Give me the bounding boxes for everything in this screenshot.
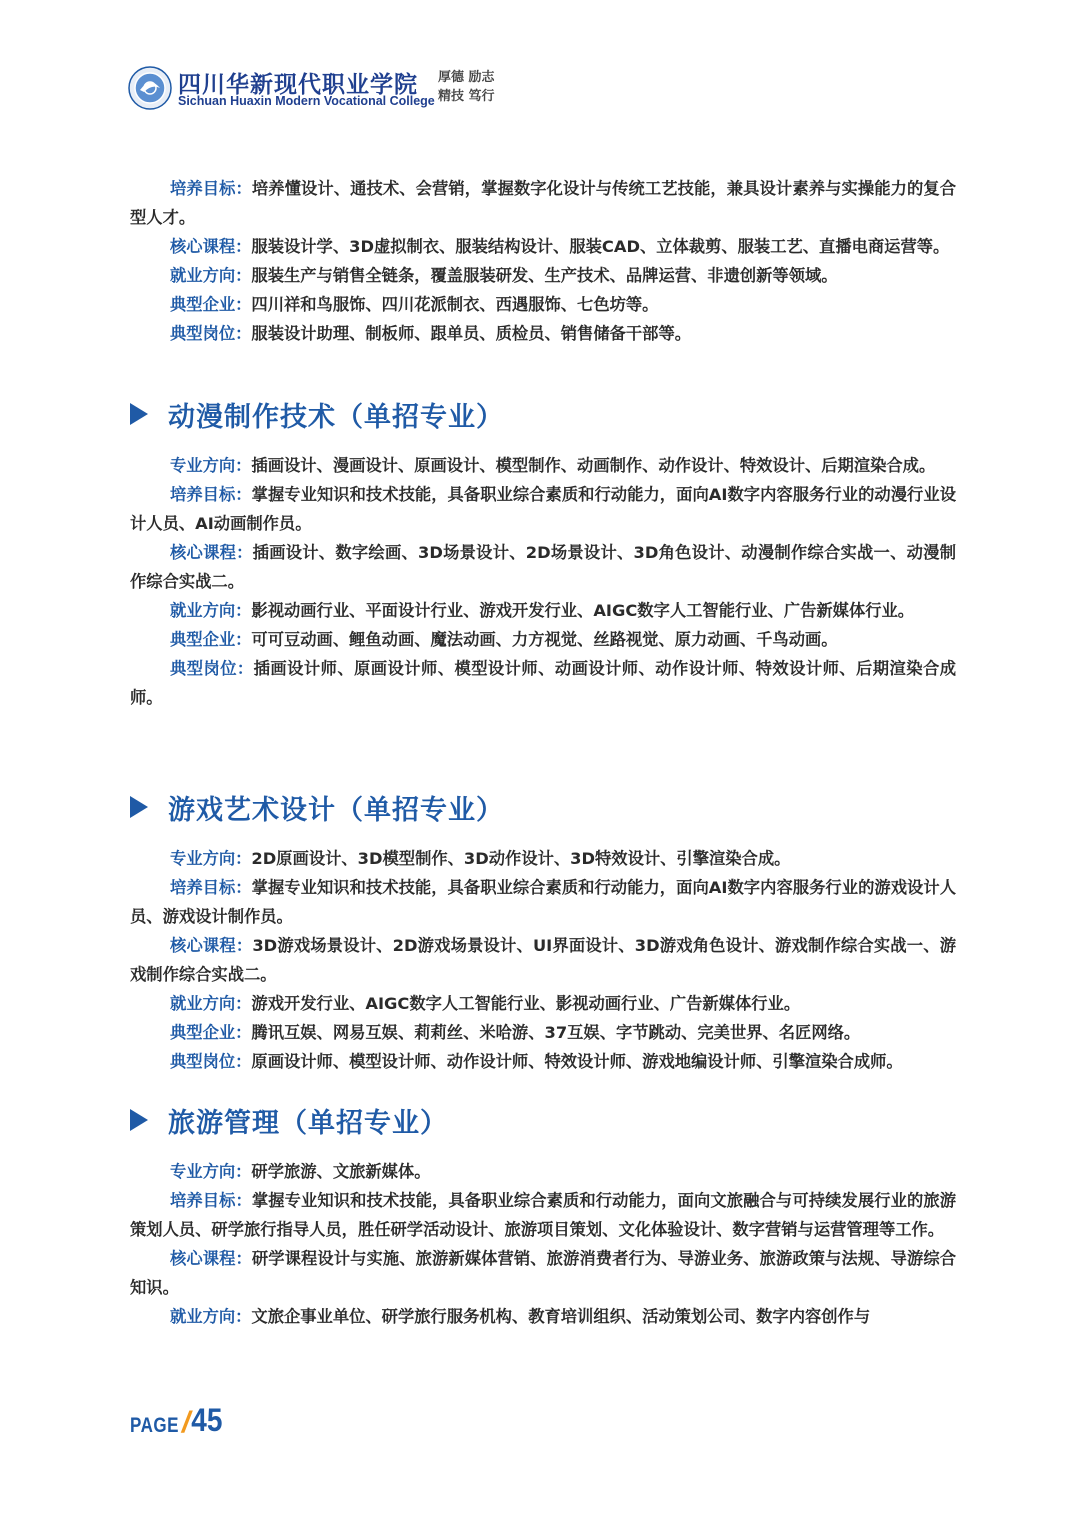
info-text: 培养懂设计、通技术、会营销，掌握数字化设计与传统工艺技能，兼具设计素养与实操能力的复合型人才。: [130, 179, 956, 227]
info-label: 就业方向：: [170, 1307, 252, 1326]
info-text: 插画设计、漫画设计、原画设计、模型制作、动画制作、动作设计、特效设计、后期渲染合成。: [251, 456, 936, 475]
info-text: 原画设计师、模型设计师、动作设计师、特效设计师、游戏地编设计师、引擎渲染合成师。: [251, 1052, 903, 1071]
info-paragraph: [130, 989, 956, 1018]
info-label: 典型岗位：: [170, 1052, 252, 1071]
info-text: 2D原画设计、3D模型制作、3D动作设计、3D特效设计、引擎渲染合成。: [251, 849, 791, 868]
info-label: 专业方向：: [170, 456, 252, 475]
info-text: 掌握专业知识和技术技能，具备职业综合素质和行动能力，面向AI数字内容服务行业的游戏设计人员、游戏设计制作员。: [130, 878, 956, 926]
info-paragraph: [130, 1186, 956, 1244]
info-text: 服装生产与销售全链条，覆盖服装研发、生产技术、品牌运营、非遗创新等领域。: [251, 266, 838, 285]
section-heading-game-art: [130, 787, 504, 827]
page-number-value: 45: [191, 1402, 223, 1438]
info-label: 培养目标：: [170, 1191, 252, 1210]
info-paragraph: [130, 654, 956, 712]
info-text: 掌握专业知识和技术技能，具备职业综合素质和行动能力，面向文旅融合与可持续发展行业的旅游策划人员、研学旅行指导人员，胜任研学活动设计、旅游项目策划、文化体验设计、数字营销与运营管理等工作。: [130, 1191, 956, 1239]
section-fashion-continued: [130, 174, 956, 348]
info-label: 核心课程：: [170, 1249, 252, 1268]
info-text: 研学旅游、文旅新媒体。: [251, 1162, 431, 1181]
info-label: 典型企业：: [170, 1023, 252, 1042]
info-paragraph: [130, 1018, 956, 1047]
college-name-en: Sichuan Huaxin Modern Vocational College: [178, 94, 435, 108]
info-text: 掌握专业知识和技术技能，具备职业综合素质和行动能力，面向AI数字内容服务行业的动漫行业设计人员、AI动画制作员。: [130, 485, 956, 533]
info-paragraph: [130, 625, 956, 654]
info-label: 核心课程：: [170, 237, 252, 256]
info-label: 培养目标：: [170, 878, 252, 897]
info-paragraph: [130, 1047, 956, 1076]
section-game-art-body: [130, 844, 956, 1076]
info-paragraph: [130, 873, 956, 931]
info-label: 就业方向：: [170, 994, 252, 1013]
info-text: 研学课程设计与实施、旅游新媒体营销、旅游消费者行为、导游业务、旅游政策与法规、导游综合知识。: [130, 1249, 956, 1297]
info-paragraph: [130, 844, 956, 873]
info-paragraph: [130, 480, 956, 538]
triangle-bullet-icon: [130, 403, 148, 425]
info-text: 影视动画行业、平面设计行业、游戏开发行业、AIGC数字人工智能行业、广告新媒体行业。: [251, 601, 915, 620]
info-label: 培养目标：: [170, 179, 252, 198]
info-paragraph: [130, 451, 956, 480]
section-animation-body: [130, 451, 956, 712]
info-paragraph: [130, 174, 956, 232]
college-motto: [438, 68, 495, 106]
info-paragraph: [130, 319, 956, 348]
info-paragraph: [130, 1157, 956, 1186]
info-label: 典型岗位：: [170, 324, 252, 343]
info-text: 游戏开发行业、AIGC数字人工智能行业、影视动画行业、广告新媒体行业。: [251, 994, 801, 1013]
info-label: 就业方向：: [170, 601, 252, 620]
info-paragraph: [130, 290, 956, 319]
section-title: 旅游管理（单招专业）: [168, 1107, 448, 1139]
info-text: 文旅企事业单位、研学旅行服务机构、教育培训组织、活动策划公司、数字内容创作与: [251, 1307, 871, 1326]
info-label: 核心课程：: [170, 543, 253, 562]
info-label: 典型企业：: [170, 630, 252, 649]
section-title: 动漫制作技术（单招专业）: [168, 401, 504, 433]
info-label: 核心课程：: [170, 936, 253, 955]
info-text: 服装设计学、3D虚拟制衣、服装结构设计、服装CAD、立体裁剪、服装工艺、直播电商运营等。: [251, 237, 950, 256]
motto-line: 精技 笃行: [438, 89, 495, 104]
page-header: [128, 64, 548, 114]
info-text: 服装设计助理、制板师、跟单员、质检员、销售储备干部等。: [251, 324, 692, 343]
info-label: 典型企业：: [170, 295, 252, 314]
info-paragraph: [130, 261, 956, 290]
info-paragraph: [130, 1244, 956, 1302]
info-label: 专业方向：: [170, 1162, 252, 1181]
motto-line: 厚德 励志: [438, 70, 495, 85]
college-logo-icon: [128, 66, 172, 110]
info-text: 3D游戏场景设计、2D游戏场景设计、UI界面设计、3D游戏角色设计、游戏制作综合实战一、游戏制作综合实战二。: [130, 936, 956, 984]
info-text: 四川祥和鸟服饰、四川花派制衣、西遇服饰、七色坊等。: [251, 295, 659, 314]
info-label: 培养目标：: [170, 485, 252, 504]
section-tourism-body: [130, 1157, 956, 1331]
page-label: PAGE: [130, 1413, 179, 1437]
info-label: 就业方向：: [170, 266, 252, 285]
section-title: 游戏艺术设计（单招专业）: [168, 794, 504, 826]
info-paragraph: [130, 538, 956, 596]
info-label: 专业方向：: [170, 849, 252, 868]
section-heading-animation: [130, 394, 504, 434]
info-text: 可可豆动画、鲤鱼动画、魔法动画、力方视觉、丝路视觉、原力动画、千鸟动画。: [251, 630, 838, 649]
info-text: 插画设计师、原画设计师、模型设计师、动画设计师、动作设计师、特效设计师、后期渲染合成师。: [130, 659, 956, 707]
section-heading-tourism: [130, 1100, 448, 1140]
info-paragraph: [130, 1302, 956, 1331]
info-text: 腾讯互娱、网易互娱、莉莉丝、米哈游、37互娱、字节跳动、完美世界、名匠网络。: [251, 1023, 861, 1042]
triangle-bullet-icon: [130, 1109, 148, 1131]
page-slash-icon: /: [181, 1406, 191, 1439]
info-paragraph: [130, 931, 956, 989]
info-label: 典型岗位：: [170, 659, 254, 678]
page-number: [130, 1398, 222, 1438]
college-name-cn: 四川华新现代职业学院: [178, 71, 418, 98]
triangle-bullet-icon: [130, 796, 148, 818]
info-paragraph: [130, 232, 956, 261]
info-paragraph: [130, 596, 956, 625]
info-text: 插画设计、数字绘画、3D场景设计、2D场景设计、3D角色设计、动漫制作综合实战一、动漫制作综合实战二。: [130, 543, 956, 591]
